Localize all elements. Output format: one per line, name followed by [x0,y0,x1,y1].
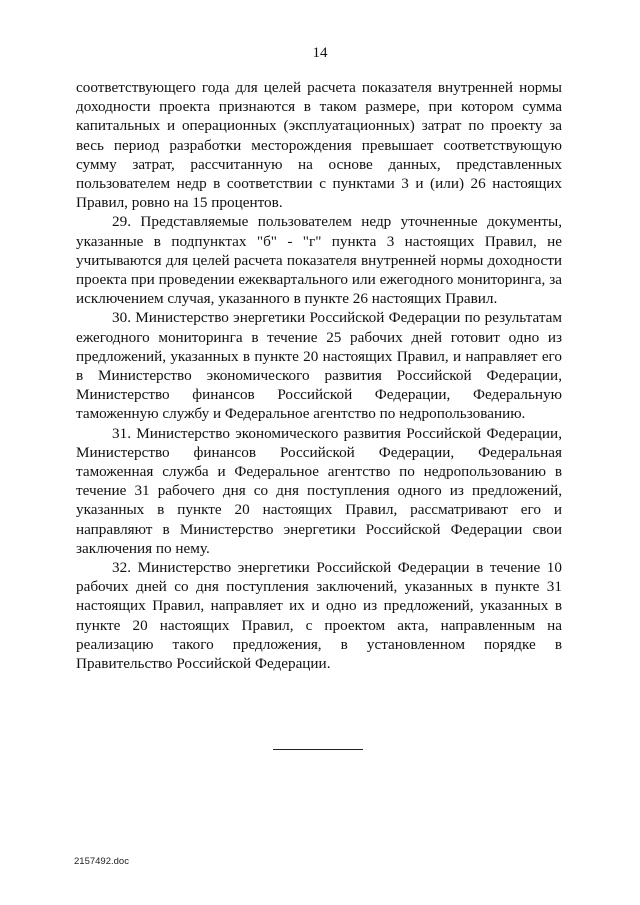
paragraph-item-29: 29. Представляемые пользователем недр уточненные документы, указанные в подпунктах "б" - "г" пункта 3 настоящих Правил, не учитываются для целей расчета показателя внутренней нормы доходности проекта при проведении ежеквартального или ежегодного мониторинга, за исключением случая, указанного в пункте 26 настоящих Правил. [76,213,562,308]
paragraph-item-31: 31. Министерство экономического развития Российской Федерации, Министерство финансов Российской Федерации, Федеральная таможенная служба и Федеральное агентство по недропользованию в течение 31 рабочего дня со дня поступления одного из предложений, указанных в пункте 20 настоящих Правил, рассматривают его и направляют в Министерство энергетики Российской Федерации свои заключения по нему. [76,424,562,557]
paragraph-continuation: соответствующего года для целей расчета показателя внутренней нормы доходности проекта признаются в таком размере, при котором сумма капитальных и операционных (эксплуатационных) затрат по проекту за весь период разработки месторождения превышает соответствующую сумму затрат, рассчитанную на основе данных, представленных пользователем недр в соответствии с пунктами 3 и (или) 26 настоящих Правил, ровно на 15 процентов. [76,79,562,212]
paragraph-item-32: 32. Министерство энергетики Российской Федерации в течение 10 рабочих дней со дня поступления заключений, указанных в пункте 31 настоящих Правил, направляет их и одно из предложений, указанных в пункте 20 настоящих Правил, с проектом акта, направленным на реализацию такого предложения, в установленном порядке в Правительство Российской Федерации. [76,559,562,673]
footer-filename: 2157492.doc [74,856,129,867]
paragraph-item-30: 30. Министерство энергетики Российской Федерации по результатам ежегодного мониторинга в течение 25 рабочих дней готовит одно из предложений, указанных в пункте 20 настоящих Правил, и направляет его в Министерство экономического развития Российской Федерации, Министерство финансов Российской Федерации, Федеральную таможенную службу и Федеральное агентство по недропользованию. [76,309,562,423]
page-number: 14 [312,45,328,61]
document-body [76,78,562,673]
end-divider-line [273,749,363,750]
